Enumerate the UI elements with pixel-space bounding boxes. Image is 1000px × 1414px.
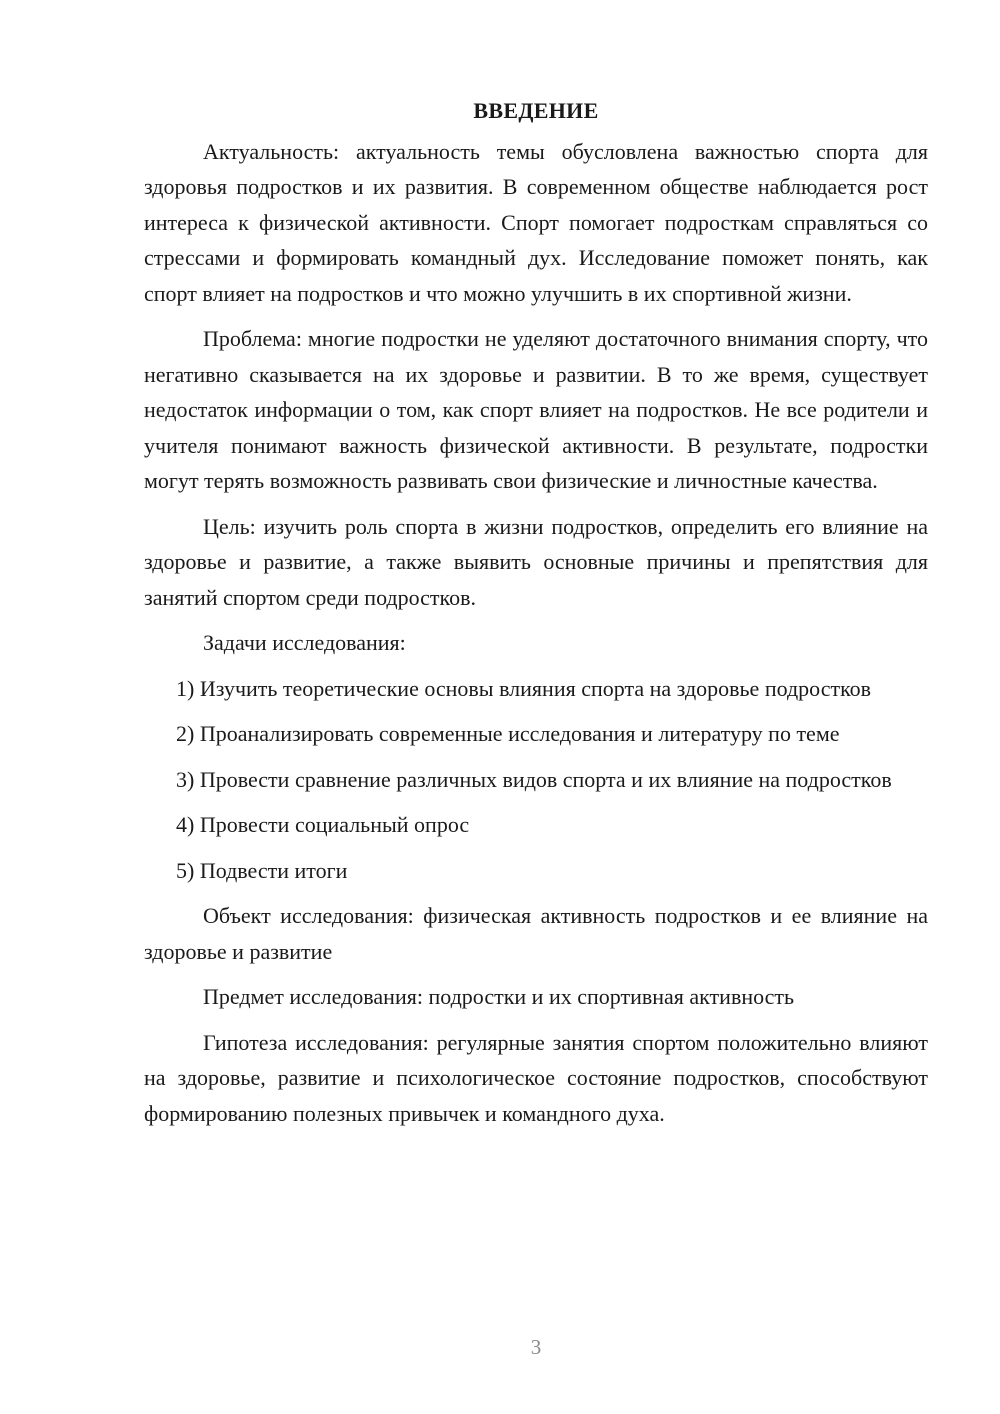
tasks-heading: Задачи исследования: bbox=[203, 630, 406, 655]
paragraph-relevance: Актуальность: актуальность темы обусловлена важностью спорта для здоровья подростков и их развития. В современном обществе наблюдается рост интереса к физической активности. Спорт помогает подросткам справляться со стрессами и формировать командный дух. Исследование поможет понять, как спорт влияет на подростков и что можно улучшить в их спортивной жизни. bbox=[144, 138, 928, 306]
paragraph-hypothesis: Гипотеза исследования: регулярные занятия спортом положительно влияют на здоровье, развитие и психологическое состояние подростков, способствуют формированию полезных привычек и командного духа. bbox=[144, 1029, 928, 1126]
task-item: 3) Провести сравнение различных видов спорта и их влияние на подростков bbox=[176, 766, 892, 792]
page-content bbox=[144, 93, 928, 1141]
page-number: 3 bbox=[530, 1335, 542, 1359]
task-item: 2) Проанализировать современные исследования и литературу по теме bbox=[176, 721, 840, 746]
section-title: ВВЕДЕНИЕ bbox=[473, 98, 599, 123]
paragraph-subject: Предмет исследования: подростки и их спортивная активность bbox=[203, 984, 795, 1009]
tasks-list bbox=[144, 671, 928, 889]
task-item: 4) Провести социальный опрос bbox=[176, 812, 470, 837]
paragraph-object: Объект исследования: физическая активность подростков и ее влияние на здоровье и развитие bbox=[144, 903, 928, 964]
paragraph-problem: Проблема: многие подростки не уделяют достаточного внимания спорту, что негативно сказывается на их здоровье и развитии. В то же время, существует недостаток информации о том, как спорт влияет на подростков. Не все родители и учителя понимают важность физической активности. В результате, подростки могут терять возможность развивать свои физические и личностные качества. bbox=[144, 326, 928, 493]
task-item: 1) Изучить теоретические основы влияния спорта на здоровье подростков bbox=[176, 675, 872, 701]
task-item: 5) Подвести итоги bbox=[176, 857, 348, 883]
paragraph-goal: Цель: изучить роль спорта в жизни подростков, определить его влияние на здоровье и развитие, а также выявить основные причины и препятствия для занятий спортом среди подростков. bbox=[144, 513, 928, 610]
